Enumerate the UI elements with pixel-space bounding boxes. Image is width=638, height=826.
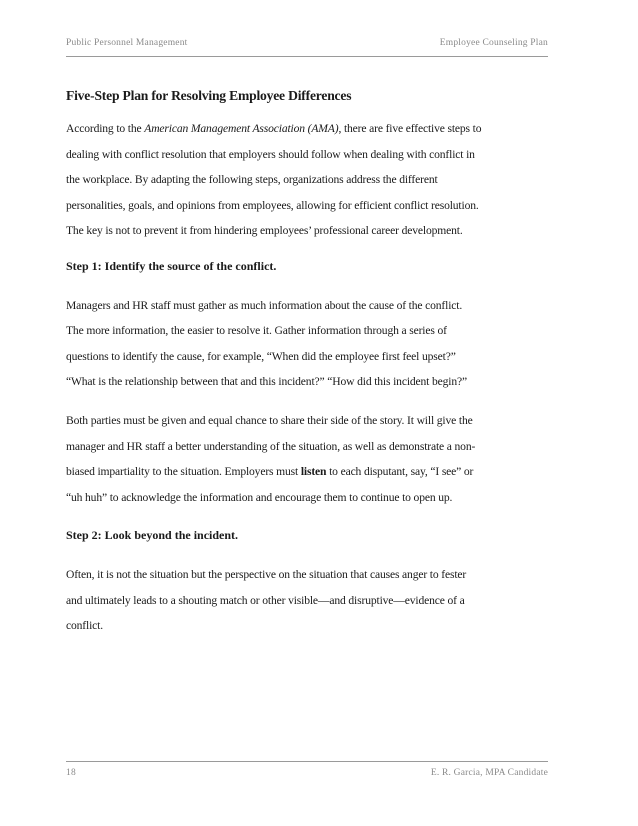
page-number: 18 xyxy=(66,768,76,778)
text-line: and ultimately leads to a shouting match or other visible—and disruptive—evidence of a xyxy=(66,593,465,607)
text-line: Both parties must be given and equal chance to share their side of the story. It will give the xyxy=(66,413,473,427)
text-line: personalities, goals, and opinions from employees, allowing for efficient conflict resolution. xyxy=(66,198,479,212)
step-1-paragraph-1 xyxy=(66,293,552,395)
text-line: the workplace. By adapting the following steps, organizations address the different xyxy=(66,173,438,187)
footer-divider xyxy=(66,761,548,762)
organization-name: American Management Association (AMA) xyxy=(144,122,339,135)
emphasis-listen: listen xyxy=(300,465,327,479)
step-2-paragraph-1 xyxy=(66,562,552,639)
page-footer xyxy=(66,768,548,782)
text-line: Often, it is not the situation but the perspective on the situation that causes anger to fester xyxy=(66,567,467,581)
section-heading: Five-Step Plan for Resolving Employee Differences xyxy=(66,88,352,103)
text-run: According to the xyxy=(66,122,145,135)
intro-paragraph xyxy=(66,116,552,244)
spacer xyxy=(66,510,552,523)
step-1-paragraph-2 xyxy=(66,408,552,510)
text-line: “What is the relationship between that and this incident?” “How did this incident begin?” xyxy=(66,375,468,389)
text-line: dealing with conflict resolution that employers should follow when dealing with conflict in xyxy=(66,147,475,161)
text-line: conflict. xyxy=(66,619,103,633)
header-document-title: Employee Counseling Plan xyxy=(439,38,548,48)
header-divider xyxy=(66,56,548,57)
text-run: , there are five effective steps to xyxy=(338,122,482,135)
text-run: to each disputant, say, “I see” or xyxy=(326,465,474,479)
text-run: biased impartiality to the situation. Employers must xyxy=(66,465,301,479)
text-line: “uh huh” to acknowledge the information and encourage them to continue to open up. xyxy=(66,490,453,504)
spacer xyxy=(66,280,552,293)
text-line: Managers and HR staff must gather as much information about the cause of the conflict. xyxy=(66,298,463,312)
footer-author: E. R. Garcia, MPA Candidate xyxy=(430,768,548,778)
text-line: The key is not to prevent it from hindering employees’ professional career development. xyxy=(66,224,463,238)
page-content xyxy=(66,88,552,639)
text-line: manager and HR staff a better understanding of the situation, as well as demonstrate a non- xyxy=(66,439,476,453)
page-header xyxy=(66,38,548,52)
spacer xyxy=(66,549,552,562)
spacer xyxy=(66,244,552,254)
text-line xyxy=(66,116,552,142)
spacer xyxy=(66,395,552,408)
text-line: The more information, the easier to resolve it. Gather information through a series of xyxy=(66,324,447,338)
text-line xyxy=(66,459,552,485)
step-1-title: Step 1: Identify the source of the conflict. xyxy=(66,258,277,273)
header-course-title: Public Personnel Management xyxy=(66,38,188,48)
step-2-title: Step 2: Look beyond the incident. xyxy=(66,528,239,543)
text-line: questions to identify the cause, for example, “When did the employee first feel upset?” xyxy=(66,349,456,363)
